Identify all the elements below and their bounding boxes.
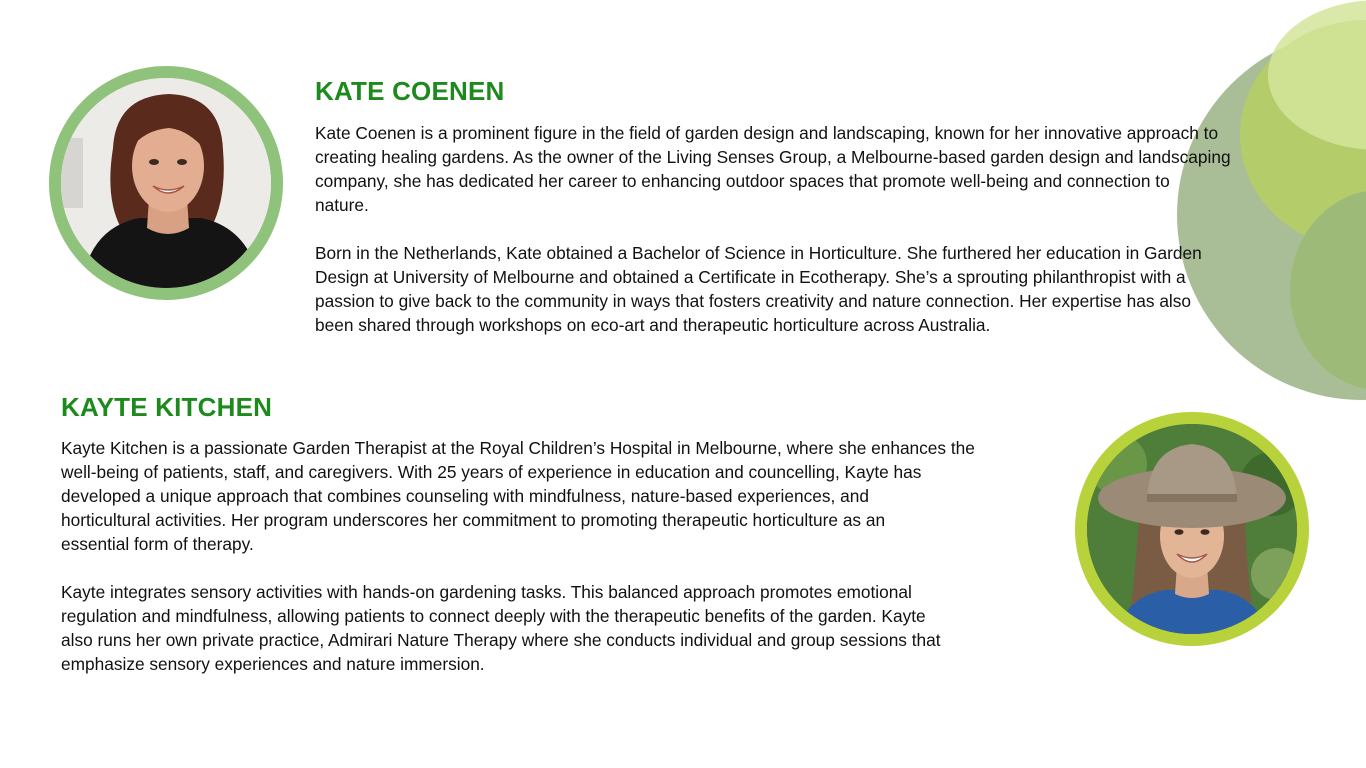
bio-line: been shared through workshops on eco-art and therapeutic horticulture across Australia. (315, 315, 991, 335)
kate-name-heading: KATE COENEN (315, 76, 505, 106)
bio-line: Kate Coenen is a prominent figure in the field of garden design and landscaping, known for her innovative approach to (315, 123, 1219, 143)
bio-line: essential form of therapy. (61, 534, 254, 554)
bio-line: developed a unique approach that combines counseling with mindfulness, nature-based experiences, and (61, 486, 869, 506)
kate-bio-paragraph-1 (315, 121, 1315, 217)
bio-line: Kayte Kitchen is a passionate Garden Therapist at the Royal Children’s Hospital in Melbourne, where she enhances the (61, 438, 975, 458)
kate-portrait (49, 66, 283, 300)
bio-line: passion to give back to the community in ways that fosters creativity and nature connection. Her expertise has also (315, 291, 1192, 311)
bio-line: Kayte integrates sensory activities with hands-on gardening tasks. This balanced approach promotes emotional (61, 582, 912, 602)
bio-line: nature. (315, 195, 369, 215)
kate-bio-paragraph-2 (315, 241, 1315, 337)
bio-line: Design at University of Melbourne and obtained a Certificate in Ecotherapy. She’s a sprouting philanthropist with a (315, 267, 1186, 287)
bio-line: regulation and mindfulness, allowing patients to connect deeply with the therapeutic benefits of the garden. Kayte (61, 606, 926, 626)
bio-line: also runs her own private practice, Admirari Nature Therapy where she conducts individual and group sessions that (61, 630, 941, 650)
bio-line: emphasize sensory experiences and nature immersion. (61, 654, 485, 674)
bio-line: well-being of patients, staff, and caregivers. With 25 years of experience in education and councelling, Kayte has (61, 462, 922, 482)
bio-line: company, she has dedicated her career to enhancing outdoor spaces that promote well-being and connection to (315, 171, 1170, 191)
kayte-name-heading: KAYTE KITCHEN (61, 392, 273, 422)
bio-line: horticultural activities. Her program underscores her commitment to promoting therapeutic horticulture as an (61, 510, 886, 530)
kayte-portrait (1075, 412, 1309, 646)
kayte-bio-paragraph-1 (61, 436, 1061, 556)
kayte-portrait-illustration (1087, 424, 1297, 634)
kayte-bio-paragraph-2 (61, 580, 1061, 676)
kate-portrait-illustration (61, 78, 271, 288)
bio-line: Born in the Netherlands, Kate obtained a Bachelor of Science in Horticulture. She furthered her education in Garden (315, 243, 1202, 263)
bio-line: creating healing gardens. As the owner of the Living Senses Group, a Melbourne-based garden design and landscaping (315, 147, 1231, 167)
